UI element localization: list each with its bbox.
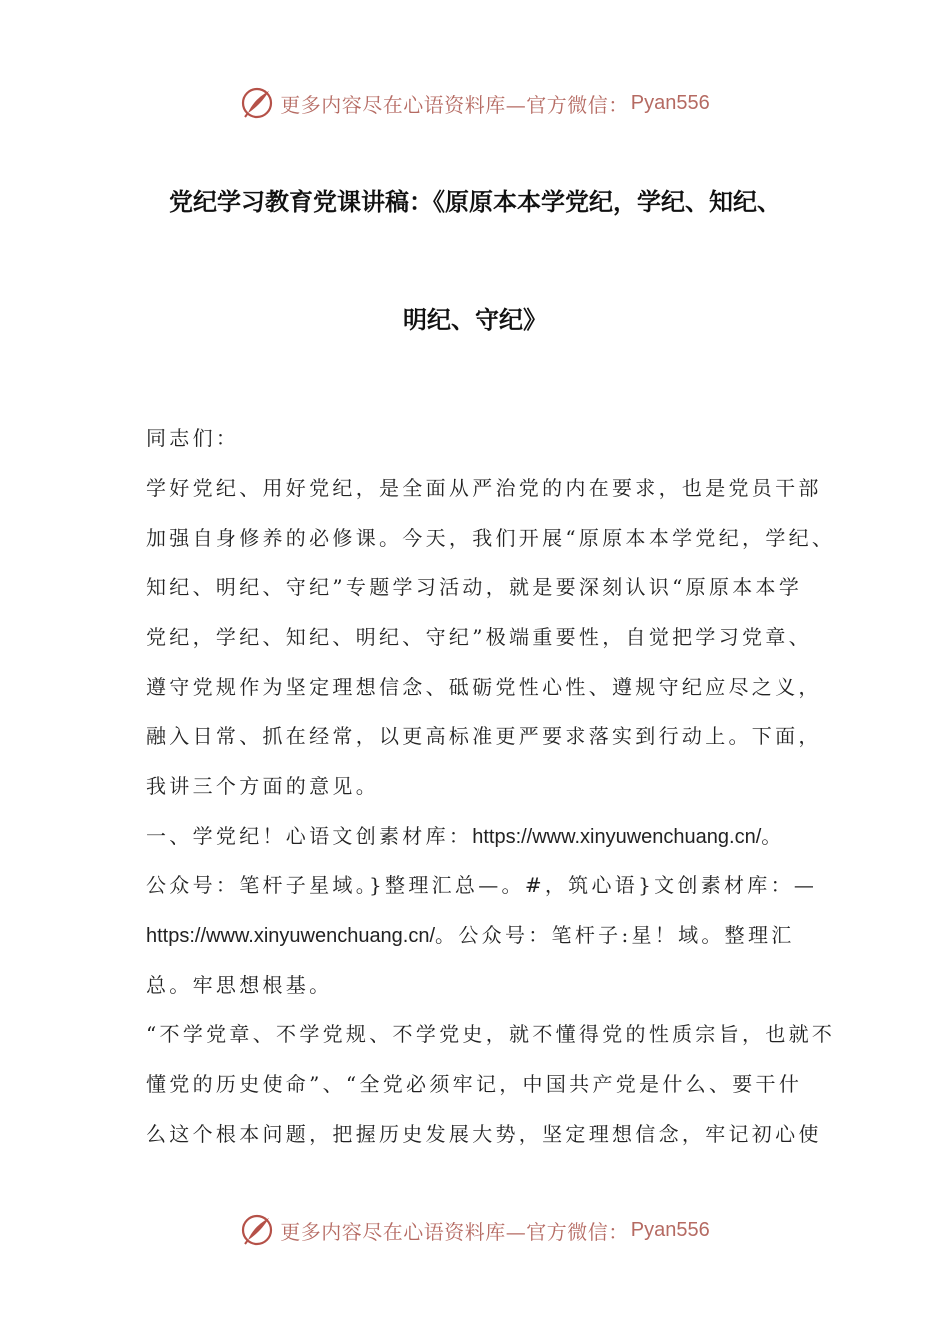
paragraph-line: 总。牢思想根基。 <box>146 973 333 997</box>
paragraph-line: 知纪、明纪、守纪”专题学习活动，就是要深刻认识“原原本本学 <box>146 575 803 599</box>
document-title-line-1: 党纪学习教育党课讲稿：《原原本本学党纪，学纪、知纪、 <box>169 188 781 216</box>
banner-text: 更多内容尽在心语资料库—官方微信： <box>280 1219 629 1244</box>
quill-pen-logo-icon <box>240 1213 274 1247</box>
banner-text: 更多内容尽在心语资料库—官方微信： <box>280 92 629 117</box>
paragraph-line: 我讲三个方面的意见。 <box>146 774 379 798</box>
section-heading-suffix: 。 <box>761 824 785 848</box>
resource-link: https://www.xinyuwenchuang.cn/ <box>472 826 762 848</box>
section-heading-1 <box>146 820 785 849</box>
paragraph-line: 加强自身修养的必修课。今天，我们开展“原原本本学党纪，学纪、 <box>146 526 836 550</box>
paragraph-line <box>146 919 795 948</box>
section-heading-prefix: 一、学党纪！心语文创素材库： <box>146 824 473 848</box>
top-watermark-banner <box>0 83 950 123</box>
paragraph-line: 遵守党规作为坚定理想信念、砥砺党性心性、遵规守纪应尽之义， <box>146 675 822 699</box>
paragraph-line: 融入日常、抓在经常，以更高标准更严要求落实到行动上。下面， <box>146 724 822 748</box>
paragraph-line: 学好党纪、用好党纪，是全面从严治党的内在要求，也是党员干部 <box>146 476 822 500</box>
bottom-watermark-banner <box>0 1210 950 1250</box>
document-title-line-2: 明纪、守纪》 <box>403 306 547 334</box>
paragraph-text: 。公众号：笔杆子:星！域。整理汇 <box>435 923 795 947</box>
resource-link: https://www.xinyuwenchuang.cn/ <box>146 925 436 947</box>
paragraph-line: 懂党的历史使命”、“全党必须牢记，中国共产党是什么、要干什 <box>146 1072 803 1096</box>
banner-wechat-handle: Pyan556 <box>630 1218 710 1241</box>
quill-pen-logo-icon <box>240 86 274 120</box>
paragraph-line: 党纪，学纪、知纪、明纪、守纪”极端重要性，自觉把学习党章、 <box>146 625 812 649</box>
paragraph-line: 么这个根本问题，把握历史发展大势，坚定理想信念，牢记初心使 <box>146 1122 822 1146</box>
salutation: 同志们： <box>146 426 240 450</box>
banner-wechat-handle: Pyan556 <box>630 91 710 114</box>
paragraph-line: “不学党章、不学党规、不学党史，就不懂得党的性质宗旨，也就不 <box>146 1022 836 1046</box>
paragraph-line: 公众号：笔杆子星域。}整理汇总—。#，筑心语}文创素材库：— <box>146 873 818 897</box>
